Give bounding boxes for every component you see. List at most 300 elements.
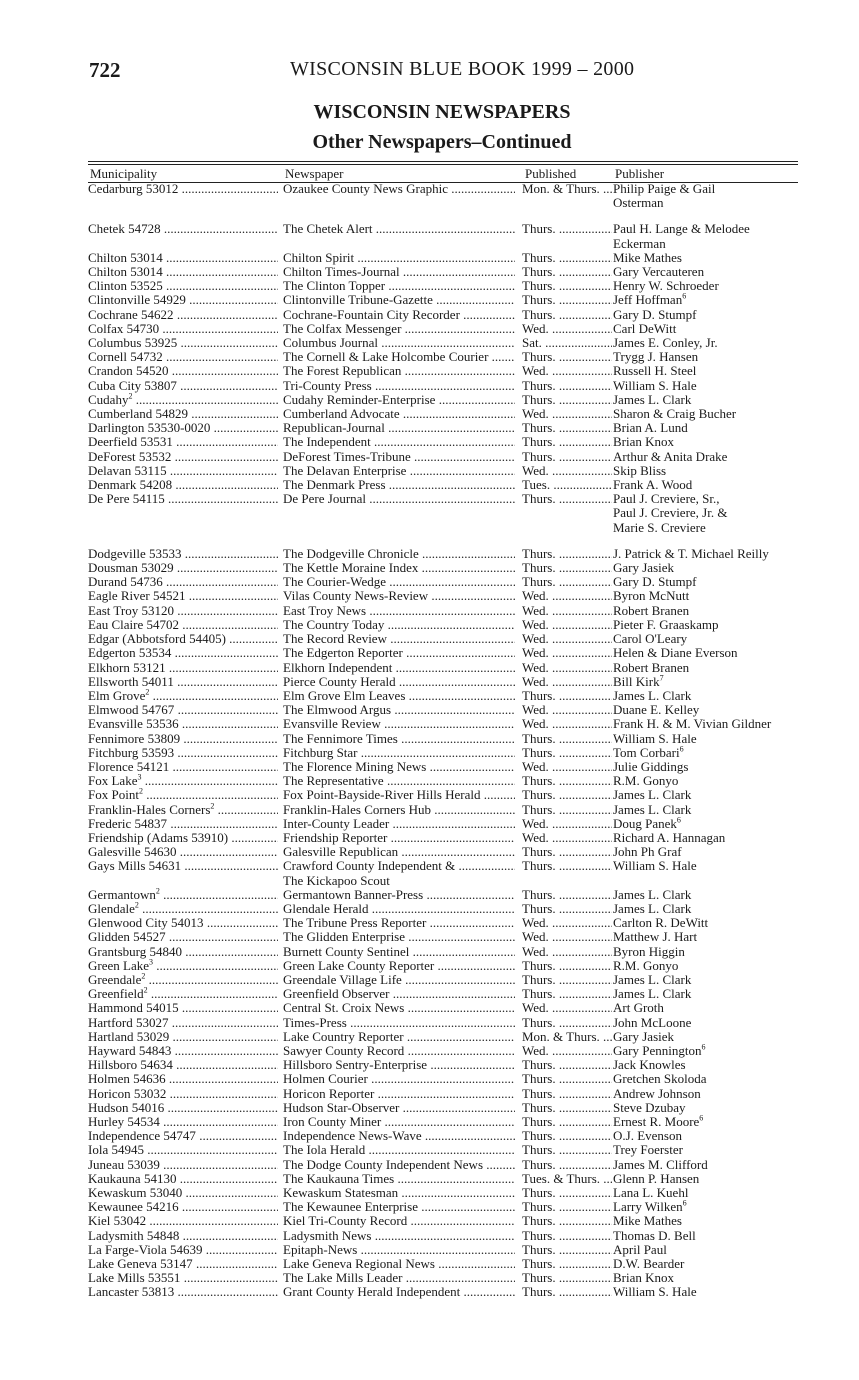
published-cell: Wed. ..... (522, 464, 612, 478)
table-row (88, 703, 788, 717)
table-row (88, 618, 788, 632)
publisher-cell: James L. Clark (613, 687, 692, 703)
municipality-cell: Lancaster 53813 ..... (88, 1285, 278, 1299)
published-cell: Thurs. ..... (522, 1058, 612, 1072)
newspaper-cell: The Tribune Press Reporter ..... (283, 916, 515, 930)
table-row (88, 407, 788, 421)
newspaper-cell: Greendale Village Life ..... (283, 973, 515, 987)
table-row (88, 1257, 788, 1271)
municipality-cell: East Troy 53120 ..... (88, 604, 278, 618)
published-cell: Thurs. ..... (522, 1101, 612, 1115)
publisher-cell: R.M. Gonyo (613, 773, 679, 789)
table-row (88, 421, 788, 435)
table-row (88, 1072, 788, 1086)
municipality-cell: Grantsburg 54840 ..... (88, 945, 278, 959)
publisher-cell: Jack Knowles (613, 1057, 686, 1073)
table-row (88, 945, 788, 959)
municipality-cell: Green Lake$^3$ ..... (88, 959, 278, 973)
publisher-cell: Julie Giddings (613, 758, 689, 774)
publisher-cell: James L. Clark (613, 971, 692, 987)
footnote-marker: 2 (141, 972, 146, 981)
published-cell: Thurs. ..... (522, 1271, 612, 1285)
municipality-cell: Cedarburg 53012 ..... (88, 182, 278, 196)
municipality-cell: Fox Lake$^3$ ..... (88, 774, 278, 788)
publisher-cell: Brian Knox (613, 1270, 675, 1286)
table-row (88, 1143, 788, 1157)
newspaper-cell: Chilton Spirit ..... (283, 251, 515, 265)
table-row (88, 547, 788, 561)
publisher-cell: Robert Branen (613, 659, 690, 675)
publisher-cell: Gary Vercauteren (613, 264, 705, 280)
municipality-cell: Gays Mills 54631 ..... (88, 859, 278, 873)
municipality-cell: Glendale$^2$ ..... (88, 902, 278, 916)
municipality-cell: Hurley 54534 ..... (88, 1115, 278, 1129)
header-rule-top (88, 161, 798, 162)
table-row (88, 1058, 788, 1072)
municipality-cell: Holmen 54636 ..... (88, 1072, 278, 1086)
published-cell: Wed. ..... (522, 945, 612, 959)
publisher-cell: Gary Pennington$^6$ (613, 1042, 706, 1058)
newspaper-cell: The Colfax Messenger ..... (283, 322, 515, 336)
publisher-cell: Glenn P. Hansen (613, 1170, 700, 1186)
newspaper-cell: Horicon Reporter ..... (283, 1087, 515, 1101)
published-cell: Thurs. ..... (522, 859, 612, 873)
running-head: WISCONSIN BLUE BOOK 1999 – 2000 (290, 58, 635, 80)
published-cell: Wed. ..... (522, 646, 612, 660)
newspaper-cell: The Elmwood Argus ..... (283, 703, 515, 717)
municipality-cell: Greenfield$^2$ ..... (88, 987, 278, 1001)
municipality-cell: Frederic 54837 ..... (88, 817, 278, 831)
published-cell: Thurs. ..... (522, 746, 612, 760)
page-title: WISCONSIN NEWSPAPERS (313, 101, 571, 123)
publisher-cell: Steve Dzubay (613, 1099, 686, 1115)
page-subtitle: Other Newspapers–Continued (312, 131, 572, 153)
municipality-cell: Delavan 53115 ..... (88, 464, 278, 478)
newspaper-cell: Inter-County Leader ..... (283, 817, 515, 831)
newspaper-cell: The Denmark Press ..... (283, 478, 515, 492)
newspaper-cell: The Courier-Wedge ..... (283, 575, 515, 589)
published-cell: Wed. ..... (522, 717, 612, 731)
published-cell: Thurs. ..... (522, 1186, 612, 1200)
published-cell: Thurs. ..... (522, 1229, 612, 1243)
publisher-cell: Andrew Johnson (613, 1085, 701, 1101)
publisher-cell: Pieter F. Graaskamp (613, 616, 719, 632)
newspaper-cell: The Florence Mining News ..... (283, 760, 515, 774)
table-row (88, 435, 788, 449)
table-row (88, 675, 788, 689)
newspaper-cell: The Chetek Alert ..... (283, 222, 515, 236)
publisher-cell: Ernest R. Moore$^6$ (613, 1113, 704, 1129)
footnote-marker: 7 (659, 673, 664, 683)
published-cell: Thurs. ..... (522, 888, 612, 902)
municipality-cell: Fennimore 53809 ..... (88, 732, 278, 746)
table-row (88, 293, 788, 307)
table-row (88, 1001, 788, 1015)
publisher-cell: Trygg J. Hansen (613, 349, 699, 365)
newspaper-cell: Germantown Banner-Press ..... (283, 888, 515, 902)
column-header-published: Published (525, 166, 577, 181)
municipality-cell: Friendship (Adams 53910) ..... (88, 831, 278, 845)
published-cell: Thurs. ..... (522, 1285, 612, 1299)
header-rule-top-second (88, 164, 798, 165)
publisher-cell: James L. Clark (613, 900, 692, 916)
municipality-cell: Iola 54945 ..... (88, 1143, 278, 1157)
publisher-cell: James L. Clark (613, 986, 692, 1002)
table-row (88, 717, 788, 731)
publisher-cell: Philip Paige & Gail Osterman (613, 181, 716, 211)
municipality-cell: Horicon 53032 ..... (88, 1087, 278, 1101)
municipality-cell: Hartland 53029 ..... (88, 1030, 278, 1044)
table-row (88, 322, 788, 336)
municipality-cell: Lake Geneva 53147 ..... (88, 1257, 278, 1271)
newspaper-cell: The Clinton Topper ..... (283, 279, 515, 293)
table-row (88, 251, 788, 265)
table-row (88, 265, 788, 279)
table-row (88, 589, 788, 603)
table-row (88, 575, 788, 589)
newspaper-cell: Pierce County Herald ..... (283, 675, 515, 689)
newspaper-cell: Hudson Star-Observer ..... (283, 1101, 515, 1115)
publisher-cell: Paul J. Creviere, Sr., Paul J. Creviere, Jr. & Marie S. Creviere (613, 491, 728, 535)
column-header-publisher: Publisher (615, 166, 665, 181)
table-row (88, 450, 788, 464)
published-cell: Thurs. ..... (522, 222, 612, 236)
table-row (88, 379, 788, 393)
newspaper-cell: Sawyer County Record ..... (283, 1044, 515, 1058)
table-row (88, 364, 788, 378)
published-cell: Thurs. ..... (522, 1158, 612, 1172)
municipality-cell: Hartford 53027 ..... (88, 1016, 278, 1030)
published-cell: Thurs. ..... (522, 547, 612, 561)
table-row (88, 1229, 788, 1243)
publisher-cell: James L. Clark (613, 787, 692, 803)
publisher-cell: James M. Clifford (613, 1156, 708, 1172)
municipality-cell: Clintonville 54929 ..... (88, 293, 278, 307)
published-cell: Thurs. ..... (522, 1115, 612, 1129)
municipality-cell: Cudahy$^2$ ..... (88, 393, 278, 407)
footnote-marker: 6 (682, 1198, 687, 1208)
newspaper-cell: The Record Review ..... (283, 632, 515, 646)
footnote-marker: 2 (134, 901, 139, 910)
footnote-marker: 6 (701, 1042, 706, 1052)
newspaper-cell: The Dodgeville Chronicle ..... (283, 547, 515, 561)
table-row (88, 1016, 788, 1030)
publisher-cell: Thomas D. Bell (613, 1227, 696, 1243)
publisher-cell: Matthew J. Hart (613, 929, 698, 945)
table-row (88, 916, 788, 930)
newspaper-cell: Kiel Tri-County Record ..... (283, 1214, 515, 1228)
published-cell: Wed. ..... (522, 675, 612, 689)
publisher-cell: Gretchen Skoloda (613, 1071, 707, 1087)
published-cell: Wed. ..... (522, 703, 612, 717)
newspaper-cell: Franklin-Hales Corners Hub ..... (283, 803, 515, 817)
published-cell: Wed. ..... (522, 817, 612, 831)
newspaper-cell: Epitaph-News ..... (283, 1243, 515, 1257)
newspaper-cell: The Delavan Enterprise ..... (283, 464, 515, 478)
published-cell: Thurs. ..... (522, 435, 612, 449)
municipality-cell: Hillsboro 54634 ..... (88, 1058, 278, 1072)
newspaper-cell: Fox Point-Bayside-River Hills Herald ..... (283, 788, 515, 802)
table-row (88, 959, 788, 973)
published-cell: Thurs. ..... (522, 803, 612, 817)
municipality-cell: Hudson 54016 ..... (88, 1101, 278, 1115)
publisher-cell: Carlton R. DeWitt (613, 915, 709, 931)
publisher-cell: Byron Higgin (613, 943, 685, 959)
footnote-marker: 2 (210, 802, 215, 811)
newspaper-cell: East Troy News ..... (283, 604, 515, 618)
newspaper-cell: The Representative ..... (283, 774, 515, 788)
publisher-cell: Richard A. Hannagan (613, 829, 726, 845)
municipality-cell: Elmwood 54767 ..... (88, 703, 278, 717)
table-row (88, 1101, 788, 1115)
municipality-cell: Kaukauna 54130 ..... (88, 1172, 278, 1186)
published-cell: Thurs. ..... (522, 788, 612, 802)
published-cell: Wed. ..... (522, 618, 612, 632)
published-cell: Thurs. ..... (522, 1214, 612, 1228)
published-cell: Thurs. ..... (522, 421, 612, 435)
table-row (88, 746, 788, 760)
published-cell: Wed. ..... (522, 916, 612, 930)
publisher-cell: William S. Hale (613, 377, 697, 393)
publisher-cell: Byron McNutt (613, 588, 690, 604)
municipality-cell: Dousman 53029 ..... (88, 561, 278, 575)
municipality-cell: Eagle River 54521 ..... (88, 589, 278, 603)
newspaper-cell: Tri-County Press ..... (283, 379, 515, 393)
table-row (88, 1115, 788, 1129)
newspaper-cell: The Country Today ..... (283, 618, 515, 632)
published-cell: Thurs. ..... (522, 689, 612, 703)
published-cell: Thurs. ..... (522, 1129, 612, 1143)
table-row (88, 902, 788, 916)
newspaper-cell: Hillsboro Sentry-Enterprise ..... (283, 1058, 515, 1072)
municipality-cell: Cuba City 53807 ..... (88, 379, 278, 393)
newspaper-cell: Clintonville Tribune-Gazette ..... (283, 293, 515, 307)
table-row (88, 182, 788, 210)
published-cell: Thurs. ..... (522, 1243, 612, 1257)
municipality-cell: DeForest 53532 ..... (88, 450, 278, 464)
publisher-cell: Gary Jasiek (613, 1028, 675, 1044)
publisher-cell: D.W. Bearder (613, 1256, 685, 1272)
table-row (88, 393, 788, 407)
municipality-cell: Chilton 53014 ..... (88, 265, 278, 279)
publisher-cell: Duane E. Kelley (613, 702, 700, 718)
newspaper-cell: Galesville Republican ..... (283, 845, 515, 859)
newspaper-cell: Central St. Croix News ..... (283, 1001, 515, 1015)
published-cell: Thurs. ..... (522, 492, 612, 506)
table-row (88, 308, 788, 322)
table-row (88, 817, 788, 831)
publisher-cell: Henry W. Schroeder (613, 278, 719, 294)
newspaper-cell: The Glidden Enterprise ..... (283, 930, 515, 944)
municipality-cell: Columbus 53925 ..... (88, 336, 278, 350)
table-row (88, 888, 788, 902)
published-cell: Thurs. ..... (522, 1087, 612, 1101)
municipality-cell: Dodgeville 53533 ..... (88, 547, 278, 561)
newspaper-cell: The Iola Herald ..... (283, 1143, 515, 1157)
published-cell: Wed. ..... (522, 1001, 612, 1015)
publisher-cell: Trey Foerster (613, 1142, 683, 1158)
publisher-cell: Art Groth (613, 1000, 664, 1016)
publisher-cell: Mike Mathes (613, 249, 682, 265)
publisher-cell: Tom Corbari$^6$ (613, 744, 684, 760)
publisher-cell: Helen & Diane Everson (613, 645, 738, 661)
newspaper-cell: Cochrane-Fountain City Recorder ..... (283, 308, 515, 322)
municipality-cell: Durand 54736 ..... (88, 575, 278, 589)
published-cell: Mon. & Thurs. ..... (522, 1030, 612, 1044)
publisher-cell: Robert Branen (613, 602, 690, 618)
newspaper-cell: DeForest Times-Tribune ..... (283, 450, 515, 464)
table-row (88, 987, 788, 1001)
municipality-cell: Kewaskum 53040 ..... (88, 1186, 278, 1200)
municipality-cell: Deerfield 53531 ..... (88, 435, 278, 449)
municipality-cell: De Pere 54115 ..... (88, 492, 278, 506)
publisher-cell: Paul H. Lange & Melodee Eckerman (613, 221, 750, 251)
published-cell: Thurs. ..... (522, 1072, 612, 1086)
footnote-marker: 6 (679, 744, 684, 754)
table-row (88, 464, 788, 478)
published-cell: Thurs. ..... (522, 774, 612, 788)
newspaper-cell: Evansville Review ..... (283, 717, 515, 731)
newspaper-cell: Vilas County News-Review ..... (283, 589, 515, 603)
table-row (88, 803, 788, 817)
publisher-cell: William S. Hale (613, 1284, 697, 1300)
table-row (88, 1243, 788, 1257)
publisher-cell: Mike Mathes (613, 1213, 682, 1229)
municipality-cell: Galesville 54630 ..... (88, 845, 278, 859)
newspaper-cell: Friendship Reporter ..... (283, 831, 515, 845)
municipality-cell: Independence 54747 ..... (88, 1129, 278, 1143)
published-cell: Thurs. ..... (522, 732, 612, 746)
published-cell: Wed. ..... (522, 632, 612, 646)
published-cell: Tues. ..... (522, 478, 612, 492)
newspaper-cell: Ladysmith News ..... (283, 1229, 515, 1243)
municipality-cell: Kiel 53042 ..... (88, 1214, 278, 1228)
publisher-cell: J. Patrick & T. Michael Reilly (613, 545, 769, 561)
municipality-cell: Darlington 53530-0020 ..... (88, 421, 278, 435)
municipality-cell: Hayward 54843 ..... (88, 1044, 278, 1058)
column-header-municipality: Municipality (90, 166, 158, 181)
municipality-cell: Edgar (Abbotsford 54405) ..... (88, 632, 278, 646)
municipality-cell: Fitchburg 53593 ..... (88, 746, 278, 760)
table-row (88, 492, 788, 535)
table-row (88, 973, 788, 987)
published-cell: Thurs. ..... (522, 1200, 612, 1214)
newspaper-cell: Republican-Journal ..... (283, 421, 515, 435)
table-row (88, 1214, 788, 1228)
published-cell: Wed. ..... (522, 1044, 612, 1058)
published-cell: Wed. ..... (522, 322, 612, 336)
published-cell: Wed. ..... (522, 364, 612, 378)
municipality-cell: Cumberland 54829 ..... (88, 407, 278, 421)
table-row (88, 478, 788, 492)
publisher-cell: James E. Conley, Jr. (613, 335, 718, 351)
newspaper-cell: Elm Grove Elm Leaves ..... (283, 689, 515, 703)
published-cell: Mon. & Thurs. ..... (522, 182, 612, 196)
publisher-cell: Russell H. Steel (613, 363, 697, 379)
publisher-cell: James L. Clark (613, 391, 692, 407)
newspaper-cell: Lake Geneva Regional News ..... (283, 1257, 515, 1271)
municipality-cell: La Farge-Viola 54639 ..... (88, 1243, 278, 1257)
footnote-marker: 2 (138, 788, 143, 796)
newspaper-cell: Elkhorn Independent ..... (283, 661, 515, 675)
newspaper-cell: The Lake Mills Leader ..... (283, 1271, 515, 1285)
published-cell: Wed. ..... (522, 407, 612, 421)
newspaper-cell: The Cornell & Lake Holcombe Courier ..... (283, 350, 515, 364)
table-row (88, 1158, 788, 1172)
publisher-cell: Sharon & Craig Bucher (613, 406, 737, 422)
published-cell: Thurs. ..... (522, 1257, 612, 1271)
table-row (88, 831, 788, 845)
publisher-cell: Jeff Hoffman$^6$ (613, 292, 687, 308)
table-row (88, 859, 788, 887)
table-row (88, 604, 788, 618)
newspaper-cell: Kewaskum Statesman ..... (283, 1186, 515, 1200)
published-cell: Thurs. ..... (522, 393, 612, 407)
publisher-cell: James L. Clark (613, 801, 692, 817)
publisher-cell: Gary D. Stumpf (613, 574, 697, 590)
municipality-cell: Cornell 54732 ..... (88, 350, 278, 364)
column-header-newspaper: Newspaper (285, 166, 344, 181)
publisher-cell: Doug Panek$^6$ (613, 815, 681, 831)
municipality-cell: Juneau 53039 ..... (88, 1158, 278, 1172)
published-cell: Thurs. ..... (522, 350, 612, 364)
newspaper-cell: Fitchburg Star ..... (283, 746, 515, 760)
publisher-cell: James L. Clark (613, 886, 692, 902)
published-cell: Wed. ..... (522, 831, 612, 845)
footnote-marker: 6 (682, 292, 687, 302)
publisher-cell: April Paul (613, 1241, 667, 1257)
newspaper-cell: Burnett County Sentinel ..... (283, 945, 515, 959)
footnote-marker: 2 (128, 392, 133, 401)
newspaper-cell: Columbus Journal ..... (283, 336, 515, 350)
municipality-cell: Elm Grove$^2$ ..... (88, 689, 278, 703)
publisher-cell: Brian A. Lund (613, 420, 688, 436)
published-cell: Thurs. ..... (522, 973, 612, 987)
publisher-cell: Frank A. Wood (613, 477, 693, 493)
table-row (88, 760, 788, 774)
municipality-cell: Colfax 54730 ..... (88, 322, 278, 336)
footnote-marker: 2 (155, 887, 160, 896)
publisher-cell: Carol O'Leary (613, 631, 688, 647)
municipality-cell: Franklin-Hales Corners$^2$ ..... (88, 803, 278, 817)
table-row (88, 689, 788, 703)
published-cell: Wed. ..... (522, 760, 612, 774)
newspaper-cell: Iron County Miner ..... (283, 1115, 515, 1129)
published-cell: Thurs. ..... (522, 1016, 612, 1030)
table-row (88, 336, 788, 350)
municipality-cell: Greendale$^2$ ..... (88, 973, 278, 987)
table-row (88, 1285, 788, 1299)
municipality-cell: Florence 54121 ..... (88, 760, 278, 774)
newspaper-cell: Ozaukee County News Graphic ..... (283, 182, 515, 196)
publisher-cell: Brian Knox (613, 434, 675, 450)
published-cell: Thurs. ..... (522, 575, 612, 589)
publisher-cell: Lana L. Kuehl (613, 1185, 689, 1200)
publisher-cell: John McLoone (613, 1014, 692, 1030)
published-cell: Thurs. ..... (522, 959, 612, 973)
newspaper-table (88, 182, 788, 1300)
table-row (88, 788, 788, 802)
table-row (88, 1271, 788, 1285)
publisher-cell: O.J. Evenson (613, 1128, 682, 1144)
table-row (88, 1172, 788, 1186)
published-cell: Thurs. ..... (522, 265, 612, 279)
municipality-cell: Cochrane 54622 ..... (88, 308, 278, 322)
published-cell: Wed. ..... (522, 661, 612, 675)
municipality-cell: Crandon 54520 ..... (88, 364, 278, 378)
newspaper-cell: The Kaukauna Times ..... (283, 1172, 515, 1186)
newspaper-cell: Chilton Times-Journal ..... (283, 265, 515, 279)
